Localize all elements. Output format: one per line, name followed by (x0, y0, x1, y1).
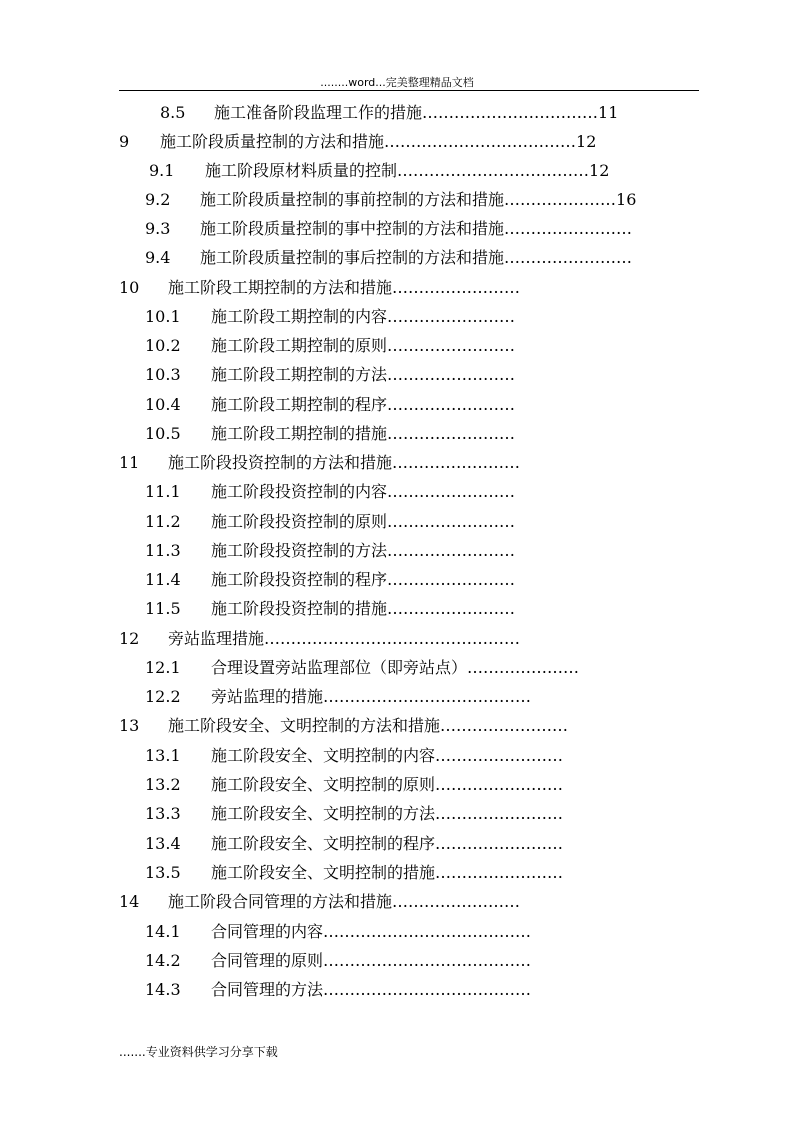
toc-entry-number: 9.3 (145, 219, 171, 238)
toc-entry (145, 773, 563, 797)
toc-entry (145, 217, 632, 241)
toc-entry-number: 12 (119, 629, 140, 648)
toc-entry-page: 11 (598, 103, 619, 122)
toc-entry (119, 276, 520, 300)
toc-entry-leader: …………………… (392, 278, 521, 297)
toc-entry-number: 11.5 (145, 599, 181, 618)
toc-entry-title: 施工阶段安全、文明控制的措施 (211, 863, 436, 882)
toc-entry-leader: …………………… (504, 248, 633, 267)
toc-entry-leader: …………………… (387, 541, 516, 560)
toc-entry-title: 施工阶段质量控制的事中控制的方法和措施 (200, 219, 505, 238)
toc-entry (145, 832, 563, 856)
toc-entry (145, 568, 515, 592)
toc-entry-leader: ………………… (504, 190, 617, 209)
toc-entry-title: 施工阶段投资控制的内容 (211, 482, 388, 501)
toc-entry-leader: ……………………………… (397, 161, 590, 180)
toc-entry (145, 246, 632, 270)
toc-entry-page: 12 (576, 132, 597, 151)
toc-entry (119, 890, 520, 914)
toc-entry-leader: …………………… (387, 512, 516, 531)
toc-entry-leader: …………………… (387, 307, 516, 326)
toc-entry-leader: ………………………………… (323, 922, 532, 941)
toc-entry-number: 12.2 (145, 687, 181, 706)
toc-entry-number: 11.2 (145, 512, 181, 531)
toc-entry (145, 480, 515, 504)
toc-entry (145, 861, 563, 885)
page-header: ........word...完美整理精品文档 (320, 76, 474, 89)
toc-entry-leader: ………………………………… (323, 951, 532, 970)
toc-entry (149, 159, 609, 183)
toc-entry-title: 施工阶段投资控制的方法 (211, 541, 388, 560)
toc-entry-number: 13.1 (145, 746, 181, 765)
toc-entry-page: 16 (616, 190, 637, 209)
toc-entry-leader: …………………… (387, 570, 516, 589)
toc-entry-leader: ………………… (467, 658, 580, 677)
toc-entry-title: 施工准备阶段监理工作的措施 (214, 103, 423, 122)
toc-entry-number: 14.2 (145, 951, 181, 970)
toc-entry-title: 施工阶段投资控制的方法和措施 (168, 453, 393, 472)
toc-entry-number: 9.2 (145, 190, 171, 209)
toc-entry (145, 978, 531, 1002)
toc-entry-leader: …………………… (435, 746, 564, 765)
toc-entry-leader: …………………… (392, 892, 521, 911)
toc-entry-leader: …………………… (392, 453, 521, 472)
toc-entry (145, 334, 515, 358)
toc-entry-leader: ………………………………… (323, 980, 532, 999)
toc-entry-number: 9.1 (149, 161, 175, 180)
toc-entry-number: 14.1 (145, 922, 181, 941)
toc-entry (145, 744, 563, 768)
toc-entry (119, 451, 520, 475)
toc-entry-number: 10.1 (145, 307, 181, 326)
toc-entry-title: 施工阶段原材料质量的控制 (205, 161, 398, 180)
toc-entry-title: 施工阶段工期控制的内容 (211, 307, 388, 326)
page-footer: .......专业资料供学习分享下载 (119, 1045, 278, 1059)
toc-entry-leader: …………………… (387, 395, 516, 414)
toc-entry-title: 施工阶段工期控制的原则 (211, 336, 388, 355)
toc-entry-number: 9.4 (145, 248, 171, 267)
toc-entry-leader: ……………………………… (384, 132, 577, 151)
toc-entry-title: 施工阶段安全、文明控制的内容 (211, 746, 436, 765)
toc-entry (145, 539, 515, 563)
toc-entry-title: 施工阶段质量控制的事前控制的方法和措施 (200, 190, 505, 209)
toc-entry-title: 施工阶段投资控制的原则 (211, 512, 388, 531)
toc-entry-number: 10.4 (145, 395, 181, 414)
toc-entry-number: 12.1 (145, 658, 181, 677)
toc-entry-title: 合同管理的原则 (211, 951, 324, 970)
toc-entry-title: 施工阶段投资控制的程序 (211, 570, 388, 589)
toc-entry (119, 627, 520, 651)
toc-entry-number: 11 (119, 453, 140, 472)
toc-entry-leader: …………………… (504, 219, 633, 238)
toc-entry-title: 施工阶段工期控制的程序 (211, 395, 388, 414)
toc-entry-leader: …………………… (387, 424, 516, 443)
toc-entry-title: 施工阶段质量控制的事后控制的方法和措施 (200, 248, 505, 267)
toc-entry (145, 305, 515, 329)
toc-entry-title: 合同管理的内容 (211, 922, 324, 941)
toc-entry (145, 363, 515, 387)
toc-entry-title: 旁站监理措施 (168, 629, 265, 648)
toc-entry-leader: …………………… (387, 482, 516, 501)
toc-entry (119, 714, 568, 738)
toc-entry (160, 101, 618, 125)
toc-entry-title: 合理设置旁站监理部位（即旁站点） (211, 658, 468, 677)
toc-entry-page: 12 (589, 161, 610, 180)
toc-entry-title: 施工阶段安全、文明控制的原则 (211, 775, 436, 794)
toc-entry-number: 14.3 (145, 980, 181, 999)
toc-entry (145, 510, 515, 534)
toc-entry-leader: …………………… (435, 834, 564, 853)
toc-entry-leader: …………………… (435, 804, 564, 823)
toc-entry (145, 685, 531, 709)
toc-entry-leader: …………………… (435, 775, 564, 794)
toc-entry (145, 393, 515, 417)
toc-entry-leader: ………………………………… (323, 687, 532, 706)
toc-entry (145, 949, 531, 973)
toc-entry-number: 10 (119, 278, 140, 297)
toc-entry-number: 13.2 (145, 775, 181, 794)
toc-entry (119, 130, 596, 154)
toc-entry-number: 13.3 (145, 804, 181, 823)
toc-entry-number: 10.2 (145, 336, 181, 355)
toc-entry-title: 施工阶段安全、文明控制的方法 (211, 804, 436, 823)
toc-entry-number: 11.1 (145, 482, 181, 501)
toc-entry-leader: ………………………………………… (264, 629, 521, 648)
toc-entry-leader: …………………… (387, 365, 516, 384)
header-divider (119, 90, 699, 91)
toc-entry (145, 802, 563, 826)
toc-entry-leader: …………………… (435, 863, 564, 882)
toc-entry-number: 13.4 (145, 834, 181, 853)
toc-entry-number: 11.3 (145, 541, 181, 560)
toc-entry-number: 13.5 (145, 863, 181, 882)
toc-entry-number: 11.4 (145, 570, 181, 589)
toc-entry-title: 施工阶段合同管理的方法和措施 (168, 892, 393, 911)
toc-entry (145, 920, 531, 944)
toc-entry-number: 10.5 (145, 424, 181, 443)
toc-entry-title: 施工阶段质量控制的方法和措施 (160, 132, 385, 151)
toc-entry-number: 9 (119, 132, 130, 151)
toc-entry (145, 597, 515, 621)
toc-entry-leader: …………………… (387, 599, 516, 618)
toc-entry-title: 施工阶段工期控制的措施 (211, 424, 388, 443)
toc-entry-title: 旁站监理的措施 (211, 687, 324, 706)
toc-entry (145, 656, 579, 680)
toc-entry-title: 施工阶段安全、文明控制的程序 (211, 834, 436, 853)
toc-entry-leader: …………………………… (422, 103, 599, 122)
toc-entry-number: 13 (119, 716, 140, 735)
toc-entry-title: 施工阶段安全、文明控制的方法和措施 (168, 716, 441, 735)
toc-entry-title: 合同管理的方法 (211, 980, 324, 999)
toc-entry-leader: …………………… (440, 716, 569, 735)
toc-entry-title: 施工阶段工期控制的方法和措施 (168, 278, 393, 297)
toc-entry-number: 8.5 (160, 103, 186, 122)
toc-entry-number: 14 (119, 892, 140, 911)
toc-entry-title: 施工阶段投资控制的措施 (211, 599, 388, 618)
toc-entry (145, 188, 636, 212)
toc-entry-leader: …………………… (387, 336, 516, 355)
toc-entry-title: 施工阶段工期控制的方法 (211, 365, 388, 384)
toc-entry-number: 10.3 (145, 365, 181, 384)
toc-entry (145, 422, 515, 446)
